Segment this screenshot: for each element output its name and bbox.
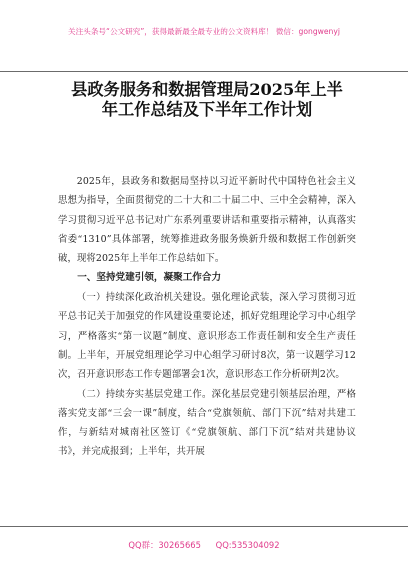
footer-contact <box>0 539 408 551</box>
intro-paragraph: 2025年，县政务和数据局坚持以习近平新时代中国特色社会主义思想为指导，全面贯彻党的二十大和二十届二中、三中全会精神，深入学习贯彻习近平总书记对广东系列重要讲话和重要指示精神，认真落实省委“1310”具体部署，统筹推进政务服务焕新升级和数据工作创新突破，现将2025年上半年工作总结如下。 <box>58 176 356 265</box>
footer-qq-group: QQ群：30265665 <box>128 540 201 550</box>
footer-qq-contact: QQ:535304092 <box>215 540 280 550</box>
header-banner: 关注头条号“公文研究”，获得最新最全最专业的公文资料库！ 微信：gongwenyj <box>68 27 340 36</box>
item-paragraph-2: （二）持续夯实基层党建工作。深化基层党建引领基层治理，严格落实党支部“三会一课”制度，结合“党旗领航、部门下沉”结对共建工作，与新结对城南社区签订《“党旗领航、部门下沉”结对共建协议书》，并完成报到；上半年，共开展 <box>58 388 356 458</box>
document-title <box>58 80 356 120</box>
page-header <box>0 0 408 72</box>
document-body <box>58 80 356 462</box>
section-heading-1: 一、坚持党建引领，凝聚工作合力 <box>77 272 222 284</box>
item-paragraph-1: （一）持续深化政治机关建设。强化理论武装，深入学习贯彻习近平总书记关于加强党的作风建设重要论述，抓好党组理论学习中心组学习，严格落实“第一议题”制度、意识形态工作责任制和安全生产责任制。上半年，开展党组理论学习中心组学习研讨8次，第一议题学习12次，召开意识形态工作专题部署会1次，意识形态工作分析研判2次。 <box>58 292 356 381</box>
title-line-1: 县政务服务和数据管理局2025年上半 <box>71 80 343 99</box>
title-line-2: 年工作总结及下半年工作计划 <box>101 100 313 119</box>
page-footer <box>0 526 408 580</box>
